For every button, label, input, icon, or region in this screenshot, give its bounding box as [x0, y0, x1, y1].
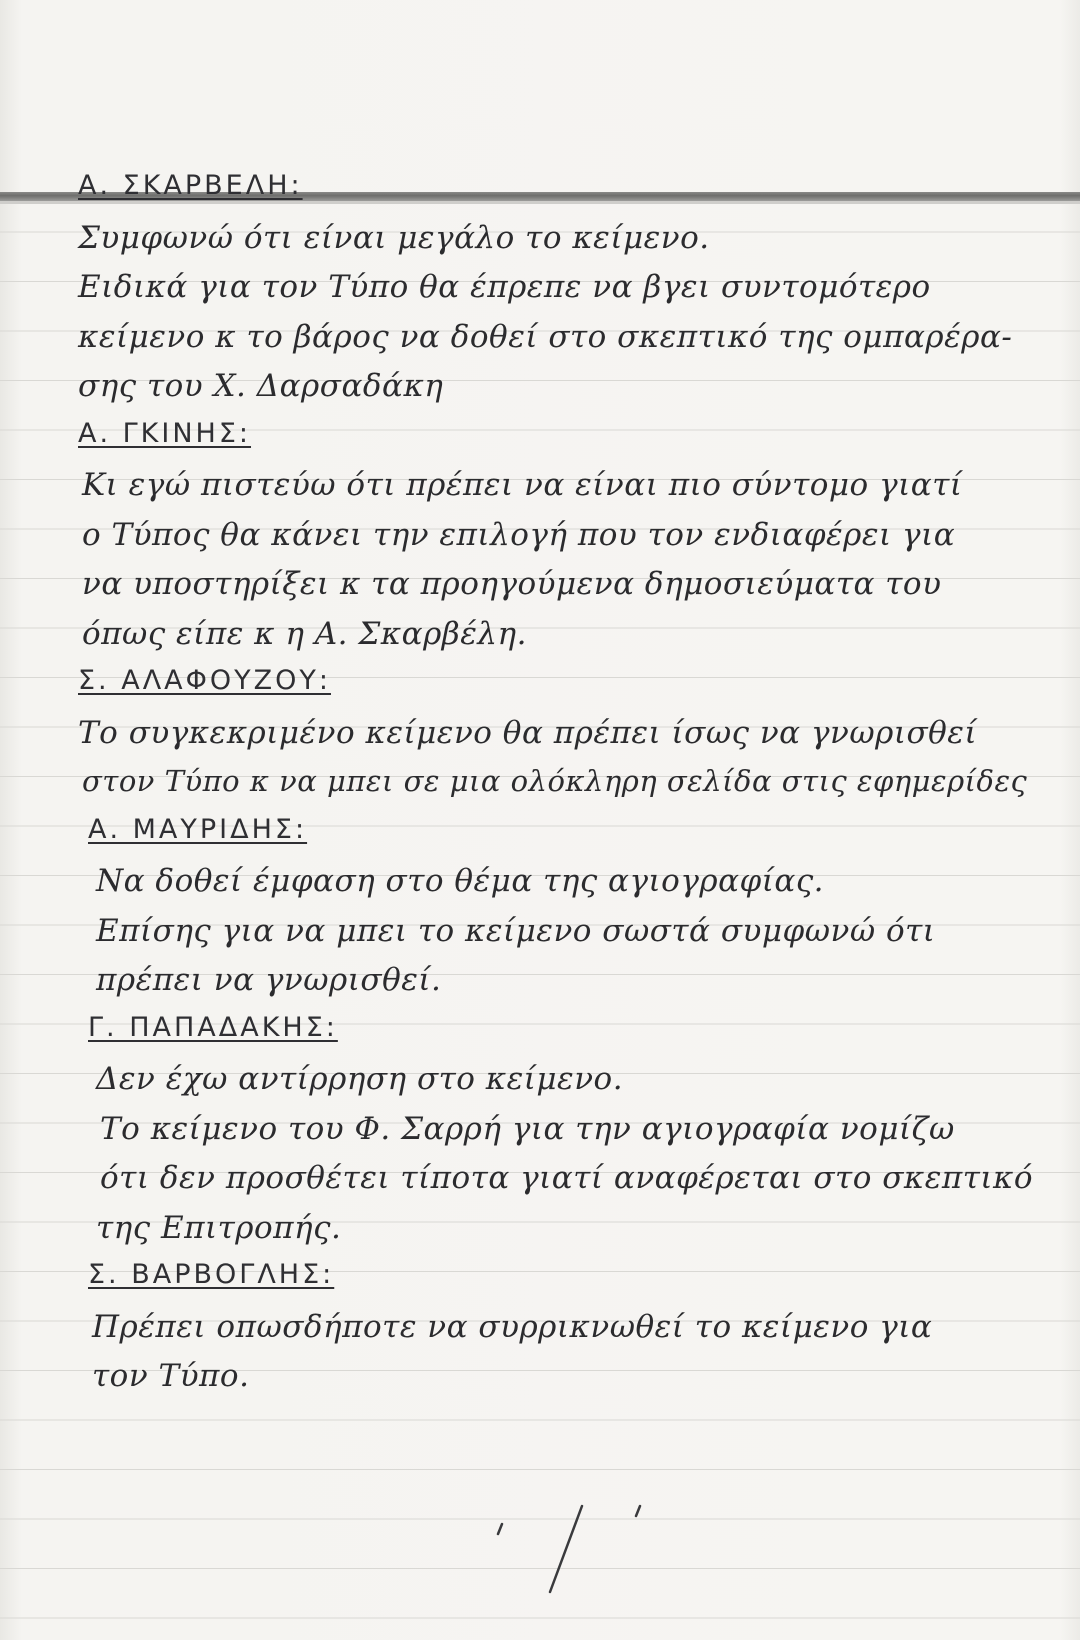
- text-line: Επίσης για να μπει το κείμενο σωστά συμφωνώ ότι: [96, 912, 936, 949]
- speaker-name: Σ. ΑΛΑΦΟΥΖΟΥ:: [78, 665, 331, 696]
- text-line: Συμφωνώ ότι είναι μεγάλο το κείμενο.: [78, 219, 710, 256]
- text-line: ότι δεν προσθέτει τίποτα γιατί αναφέρεται στο σκεπτικό: [100, 1160, 1034, 1196]
- text-line: Να δοθεί έμφαση στο θέμα της αγιογραφίας.: [96, 863, 825, 899]
- text-line: να υποστηρίξει κ τα προηγούμενα δημοσιεύματα του: [82, 566, 942, 602]
- speaker-name: Α. ΣΚΑΡΒΕΛΗ:: [78, 170, 303, 201]
- text-line: όπως είπε κ η Α. Σκαρβέλη.: [82, 615, 527, 652]
- text-line: σης του Χ. Δαρσαδάκη: [78, 368, 444, 404]
- text-line: Δεν έχω αντίρρηση στο κείμενο.: [96, 1061, 624, 1097]
- text-line: Πρέπει οπωσδήποτε να συρρικνωθεί το κείμενο για: [92, 1308, 933, 1345]
- text-line: Το κείμενο του Φ. Σαρρή για την αγιογραφία νομίζω: [100, 1110, 955, 1147]
- text-line: Ειδικά για τον Τύπο θα έπρεπε να βγει συντομότερο: [78, 269, 931, 305]
- text-line: Το συγκεκριμένο κείμενο θα πρέπει ίσως να γνωρισθεί: [78, 714, 978, 751]
- text-line: στον Τύπο κ να μπει σε μια ολόκληρη σελίδα στις εφημερίδες: [82, 764, 1028, 798]
- speaker-name: Α. ΓΚΙΝΗΣ:: [78, 417, 252, 449]
- text-line: ο Τύπος θα κάνει την επιλογή που τον ενδιαφέρει για: [82, 516, 956, 553]
- speaker-name: Α. ΜΑΥΡΙΔΗΣ:: [88, 813, 308, 845]
- text-line: κείμενο κ το βάρος να δοθεί στο σκεπτικό της ομπαρέρα-: [78, 318, 1013, 355]
- text-line: της Επιτροπής.: [96, 1209, 342, 1246]
- text-line: πρέπει να γνωρισθεί.: [96, 962, 442, 998]
- page-top-border-shadow: [0, 201, 1080, 204]
- speaker-name: Σ. ΒΑΡΒΟΓΛΗΣ:: [88, 1259, 335, 1290]
- speaker-name: Γ. ΠΑΠΑΔΑΚΗΣ:: [88, 1011, 338, 1043]
- text-line: Κι εγώ πιστεύω ότι πρέπει να είναι πιο σύντομο γιατί: [82, 467, 963, 503]
- text-line: τον Τύπο.: [92, 1358, 250, 1394]
- end-slash-mark: [490, 1500, 670, 1600]
